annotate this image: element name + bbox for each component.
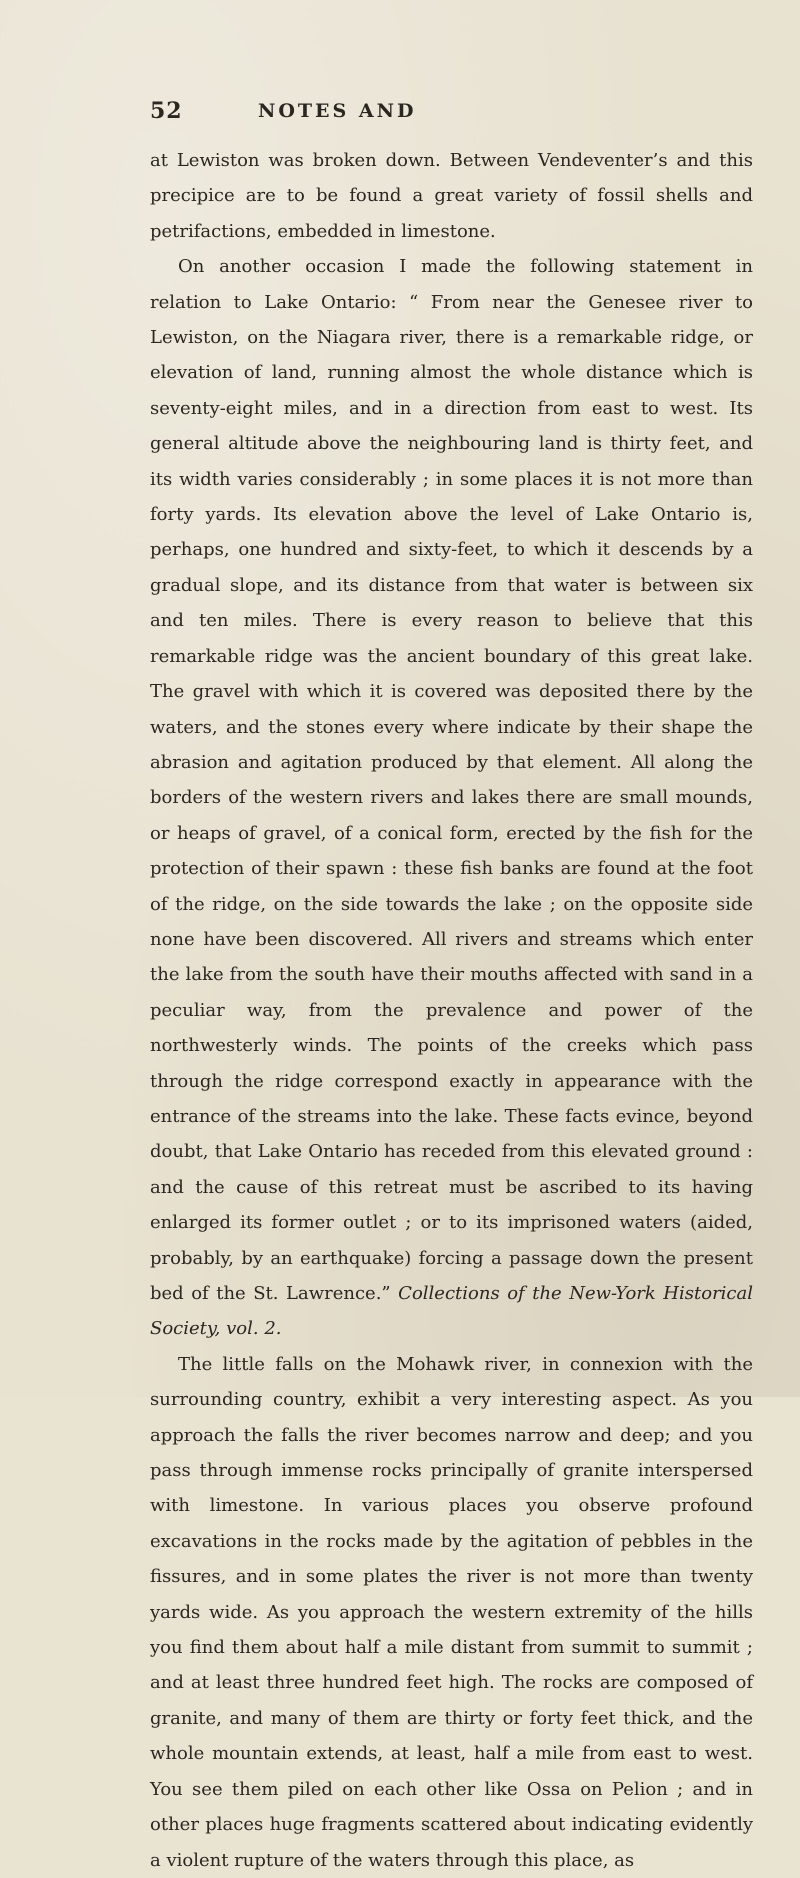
page-number: 52 (150, 98, 183, 124)
paragraph-2 (150, 249, 753, 1347)
body-text (150, 143, 753, 1878)
paragraph-1 (150, 143, 753, 249)
paragraph-3 (150, 1347, 753, 1878)
page-header (150, 98, 750, 128)
paragraph-3-text: The little falls on the Mohawk river, in connexion with the surrounding country, exhibit a very interesting aspect. As you approach the falls the river becomes narrow and deep; and you pass through immense rocks principally of granite interspersed with limestone. In various places you observe profound excavations in the rocks made by the agitation of pebbles in the fissures, and in some plates the river is not more than twenty yards wide. As you approach the western extremity of the hills you find them about half a mile distant from summit to summit ; and at least three hundred feet high. The rocks are composed of granite, and many of them are thirty or forty feet thick, and the whole mountain extends, at least, half a mile from east to west. You see them piled on each other like Ossa on Pelion ; and in other places huge fragments scattered about indicating evidently a violent rupture of the waters through this place, as (150, 1353, 753, 1871)
citation: Collections of the New-York Historical Society, vol. 2. (150, 1283, 754, 1340)
running-head: NOTES AND (258, 100, 417, 122)
paragraph-2-text: On another occasion I made the following statement in relation to Lake Ontario: “ From near the Genesee river to Lewiston, on the Niagara river, there is a remarkable ridge, or elevation of land, running almost the whole distance which is seventy-eight miles, and in a direction from east to west. Its general altitude above the neighbouring land is thirty feet, and its width varies considerably ; in some places it is not more than forty yards. Its elevation above the level of Lake Ontario is, perhaps, one hundred and sixty-feet, to which it descends by a gradual slope, and its distance from that water is between six and ten miles. There is every reason to believe that this remarkable ridge was the ancient boundary of this great lake. The gravel with which it is covered was deposited there by the waters, and the stones every where indicate by their shape the abrasion and agitation produced by that element. All along the borders of the western rivers and lakes there are small mounds, or heaps of gravel, of a conical form, erected by the fish for the protection of their spawn : these fish banks are found at the foot of the ridge, on the side towards the lake ; on the opposite side none have been discovered. All rivers and streams which enter the lake from the south have their mouths affected with sand in a peculiar way, from the prevalence and power of the northwesterly winds. The points of the creeks which pass through the ridge correspond exactly in appearance with the entrance of the streams into the lake. These facts evince, beyond doubt, that Lake Ontario has receded from this elevated ground : and the cause of this retreat must be ascribed to its having enlarged its former outlet ; or to its imprisoned waters (aided, probably, by an earthquake) forcing a passage down the present bed of the St. Lawrence.” (150, 256, 753, 1304)
paragraph-1-text: at Lewiston was broken down. Between Vendeventer’s and this precipice are to be found a great variety of fossil shells and petrifactions, embedded in limestone. (150, 150, 753, 242)
